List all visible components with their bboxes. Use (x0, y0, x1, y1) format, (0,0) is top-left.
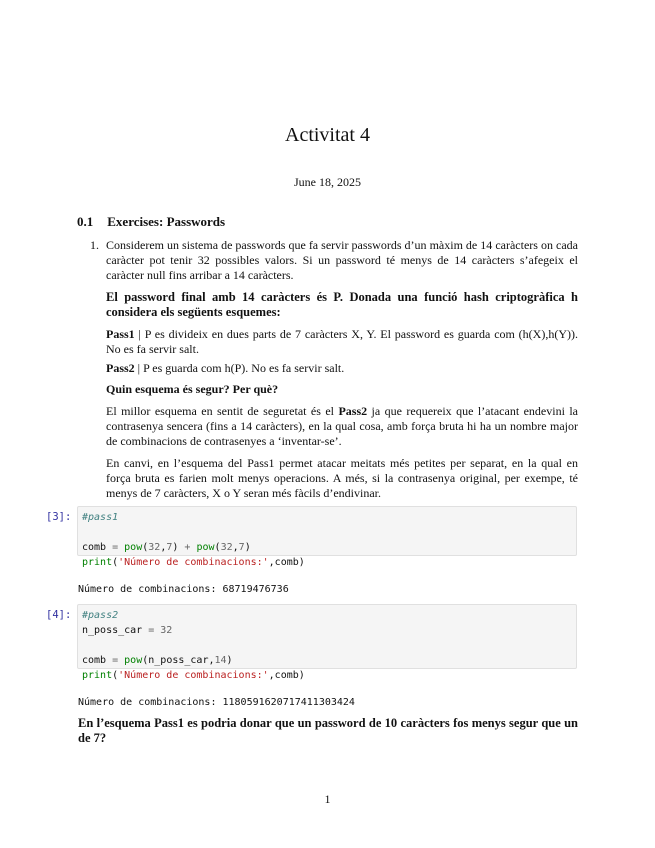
code-comment: #pass1 (82, 512, 119, 523)
code-token: 14 (214, 655, 227, 666)
code-token: 32 (220, 542, 233, 553)
document-title: Activitat 4 (285, 124, 370, 146)
code-token: pow (190, 542, 215, 553)
code-token: pow (118, 542, 143, 553)
pass1-label: Pass1 (106, 327, 135, 341)
answer-1-text-end: ja que requereix que l’atacant endevini la contrasenya sencera (fins a 14 caràcters), en la qual cosa, amb força bruta hi ha un nombre major de combinacions de contrasenyes a ‘inventar-se’. (106, 404, 578, 448)
code-token: 'Número de combinacions:' (118, 557, 269, 568)
pass1-description (106, 327, 578, 357)
code-token: ( (112, 557, 119, 568)
cell-4-output: Número de combinacions: 1180591620717411303424 (78, 697, 355, 708)
section-heading (77, 214, 225, 230)
code-token: n_poss_car (82, 625, 149, 636)
answer-1 (106, 404, 578, 449)
code-token: print (82, 557, 113, 568)
code-token: 7 (238, 542, 245, 553)
pass2-label: Pass2 (106, 361, 135, 375)
code-token: ) (226, 655, 233, 666)
cell-3-output: Número de combinacions: 68719476736 (78, 584, 289, 595)
page-number: 1 (324, 792, 331, 806)
code-comment: #pass2 (82, 610, 119, 621)
code-cell-3[interactable] (77, 506, 577, 568)
pass1-text: | P es divideix en dues parts de 7 caràcters X, Y. El password es guarda com (h(X),h(Y)). No es fa servir salt. (106, 327, 578, 356)
answer-1-text: El millor esquema en sentit de seguretat és el (106, 404, 339, 418)
code-token: ) (244, 542, 251, 553)
code-token: ( (214, 542, 221, 553)
code-token: + (184, 542, 191, 553)
code-token: ( (142, 542, 149, 553)
answer-1-bold: Pass2 (338, 404, 368, 418)
code-token: ( (112, 670, 119, 681)
code-token: comb (82, 655, 113, 666)
problem-statement: Considerem un sistema de passwords que fa servir passwords d’un màxim de 14 caràcters on cada caràcter pot tenir 32 possibles valors. Si un password té menys de 14 caràcters s’afegeix el caràcter null fins arribar a 14 caràcters. (106, 238, 578, 282)
code-token: pow (118, 655, 143, 666)
code-token: = (148, 625, 155, 636)
pass2-description (106, 361, 578, 376)
code-cell-4[interactable] (77, 604, 577, 681)
code-token: , (232, 542, 239, 553)
code-token: 7 (166, 542, 173, 553)
list-number: 1. (90, 238, 99, 252)
cell-3-prompt: [3]: (46, 511, 72, 523)
cell-4-prompt: [4]: (46, 609, 72, 621)
code-token: print (82, 670, 113, 681)
section-number: 0.1 (77, 214, 94, 229)
document-date: June 18, 2025 (294, 175, 361, 189)
code-token: ,comb) (268, 670, 305, 681)
answer-2: En canvi, en l’esquema del Pass1 permet atacar meitats més petites per separat, en la qual en força bruta es farien molt menys operacions. A més, si la contrasenya original, per exempe, té menys de 7 caràcters, X o Y seran més fàcils d’endivinar. (106, 456, 578, 500)
code-token: (n_poss_car, (142, 655, 215, 666)
code-token: = (112, 655, 119, 666)
code-token: = (112, 542, 119, 553)
problem-question: El password final amb 14 caràcters és P. Donada una funció hash criptogràfica h considera els següents esquemes: (106, 290, 578, 319)
code-token: ) (172, 542, 185, 553)
code-token: 'Número de combinacions:' (118, 670, 269, 681)
code-token: ,comb) (268, 557, 305, 568)
section-title: Exercises: Passwords (107, 214, 226, 229)
pass2-text: | P es guarda com h(P). No es fa servir salt. (134, 361, 345, 375)
code-token: , (160, 542, 167, 553)
code-token: 32 (148, 542, 161, 553)
code-token: comb (82, 542, 113, 553)
code-token: 32 (154, 625, 173, 636)
question-2: En l’esquema Pass1 es podria donar que un password de 10 caràcters fos menys segur que un de 7? (78, 716, 578, 745)
question-1: Quin esquema és segur? Per què? (106, 382, 279, 396)
